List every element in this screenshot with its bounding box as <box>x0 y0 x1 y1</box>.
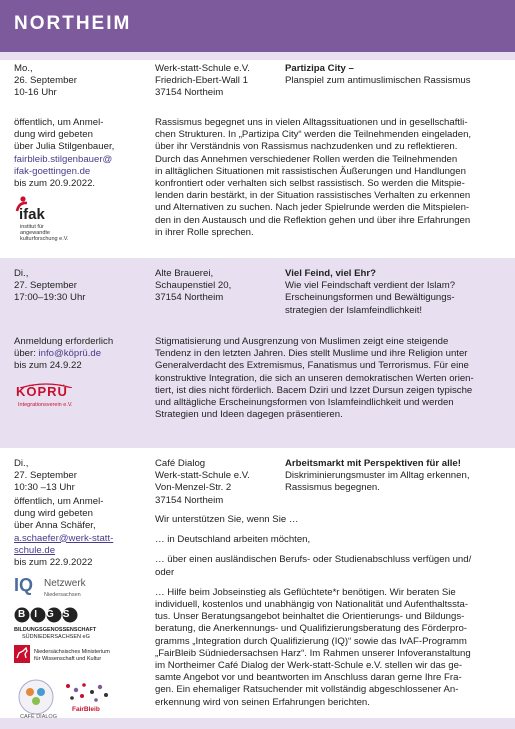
event-2-title: Viel Feind, viel Ehr? <box>285 268 376 279</box>
cafe-dialog-logo <box>14 677 58 721</box>
ifak-wordmark: ifak <box>19 206 45 223</box>
koepru-logo <box>14 382 94 416</box>
iq-netzwerk-logo <box>14 575 114 601</box>
page-title: NORTHEIM <box>14 13 132 34</box>
event-3-where: Café Dialog Werk-statt-Schule e.V. Von-Menzel-Str. 2 37154 Northeim <box>155 458 250 506</box>
niedersachsen-ministry-logo <box>14 645 134 667</box>
koepru-subtitle: Integrationsverein e.V. <box>18 402 73 408</box>
event-1-where: Werk-statt-Schule e.V. Friedrich-Ebert-Wall 1 37154 Northeim <box>155 63 250 99</box>
event-3-contact-email[interactable]: a.schaefer@werk-statt- <box>14 532 114 544</box>
koepru-wordmark: KÖPRÜ <box>16 384 68 399</box>
event-1-title: Partizipa City – <box>285 63 354 74</box>
bigs-logo <box>14 606 124 642</box>
bigs-mark: BIGS <box>18 609 79 620</box>
event-2-when: Di., 27. September 17:00–19:30 Uhr <box>14 268 86 304</box>
nds-line-2: für Wissenschaft und Kultur <box>34 656 102 662</box>
fairbleib-dots-icon <box>62 680 112 706</box>
event-3-heading: Arbeitsmarkt mit Perspektiven für alle! Diskriminierungsmuster im Alltag erkennen, Rassismus begegnen. <box>285 458 470 494</box>
event-1-when: Mo., 26. September 10-16 Uhr <box>14 63 77 99</box>
header-banner <box>0 0 515 52</box>
event-2-body: Stigmatisierung und Ausgrenzung von Muslimen zeigt eine steigende Tendenz in den letzten Jahren. Dies stellt Muslime und ihre Religion unter Generalverdacht des Extremismus, Fanatismus und Terrorismus. Für eine konstruktive Integration, die sich an unseren demokratischen Werten orien- tiert, ist dies nicht förderlich. Bacem Dziri und Izzet Dursun zeigen typische und alltägliche Erscheinungsformen von Islamfeindlichkeit und werden Strategien und Ideen dagegen präsentieren. <box>155 336 474 421</box>
event-1-subtitle: Planspiel zum antimuslimischen Rassismus <box>285 75 471 87</box>
event-3-when: Di., 27. September 10:30 –13 Uhr <box>14 458 77 494</box>
ifak-logo <box>14 196 94 242</box>
event-band-3-bottom <box>0 718 515 729</box>
fairbleib-label: FairBleib <box>72 706 100 713</box>
bigs-line-1: BILDUNGSGENOSSENSCHAFT <box>14 627 97 633</box>
iq-name: Netzwerk <box>44 578 86 589</box>
nds-line-1: Niedersächsisches Ministerium <box>34 649 110 655</box>
event-2-where: Alte Brauerei, Schaupenstiel 20, 37154 Northeim <box>155 268 232 304</box>
ifak-subtitle: institut für angewandte kulturforschung e.V. <box>20 224 69 242</box>
event-2-heading: Viel Feind, viel Ehr? Wie viel Feindschaft verdient der Islam? Erscheinungsformen und Bewältigungs- strategien der Islamfeindlichkeit! <box>285 268 456 316</box>
event-1-deadline: bis zum 20.9.2022. <box>14 178 96 190</box>
event-1-contact-email-2[interactable]: ifak-goettingen.de <box>14 165 91 177</box>
event-1-body: Rassismus begegnet uns in vielen Alltagssituationen und in gesellschaftli- chen Strukturen. In „Partizipa City“ werden die Teilnehmenden eingeladen, über ihr Verständnis von Rassismus nachzudenken und zu reflektieren. Durch das Annehmen verschiedener Rollen werden die Teilnehmenden in alltäglichen Situationen mit rassistischen Äußerungen und Handlungen konfrontiert oder verhalten sich selbst rassistisch. So werden die Mitspie- lenden darin bestärkt, in der Situation rassistisches Verhalten zu erkennen und Alternativen zu suchen. Nach jeder Spielrunde werden die Mitspielen- den in den Austausch und die Reflektion gehen und über ihre Erfahrungen in ihrer Rolle sprechen. <box>155 117 472 238</box>
event-2-deadline: bis zum 24.9.22 <box>14 360 82 372</box>
event-3-deadline: bis zum 22.9.2022 <box>14 557 93 569</box>
niedersachsen-horse-icon <box>14 645 30 663</box>
cafe-dialog-label: CAFÉ DIALOG <box>20 714 57 720</box>
event-2-contact-email[interactable]: info@köprü.de <box>38 348 102 360</box>
event-3-body: Wir unterstützen Sie, wenn Sie … … in Deutschland arbeiten möchten, … über einen ausländischen Berufs- oder Studienabschluss verfügen und/ oder … Hilfe beim Jobseinstieg als Geflüchtete*r benötigen. Wir beraten Sie individuell, kostenlos und unabhängig von Nationalität und Aufenthaltssta- tus. Unser Beratungsangebot beinhaltet die Orientierungs- und Bildungs- beratung, die Anerkennungs- und Qualifizierungsberatung des Förderpro- gramms „Integration durch Qualifizierung (IQ)“ sowie das IvAF-Programm „FairBleib Südniedersachsen Harz“. Im Rahmen unserer Infoveranstaltung im Northeimer Café Dialog der Werk-statt-Schule e.V. stellen wir das ge- samte Angebot vor und beantworten im Anschluss daran gerne Ihre Fra- gen. Ein ehemaliger Ratsuchender mit vollständig abgeschlossener An- erkennung wird von seinen Erfahrungen berichten. <box>155 514 472 708</box>
event-2-registration: Anmeldung erforderlich über: info@köprü.de bis zum 24.9.22 <box>14 336 114 372</box>
event-1-contact-email[interactable]: fairbleib.stilgenbauer@ <box>14 153 113 165</box>
fairbleib-logo <box>62 680 112 716</box>
bigs-line-2: SÜDNIEDERSACHSEN eG <box>22 634 90 640</box>
event-3-contact-email-2[interactable]: schule.de <box>14 544 56 556</box>
koepru-arch-icon <box>16 382 76 388</box>
iq-region: Niedersachsen <box>44 592 81 598</box>
event-3-title: Arbeitsmarkt mit Perspektiven für alle! <box>285 458 461 469</box>
event-band-1 <box>0 52 515 60</box>
event-1-registration: öffentlich, um Anmel- dung wird gebeten über Julia Stilgenbauer, fairbleib.stilgenbauer@ ifak-goettingen.de bis zum 20.9.2022. <box>14 117 115 190</box>
event-1-heading <box>285 63 471 87</box>
event-3-registration: öffentlich, um Anmel- dung wird gebeten über Anna Schäfer, a.schaefer@werk-statt- schule.de bis zum 22.9.2022 <box>14 496 114 569</box>
iq-mark: IQ <box>14 575 34 595</box>
